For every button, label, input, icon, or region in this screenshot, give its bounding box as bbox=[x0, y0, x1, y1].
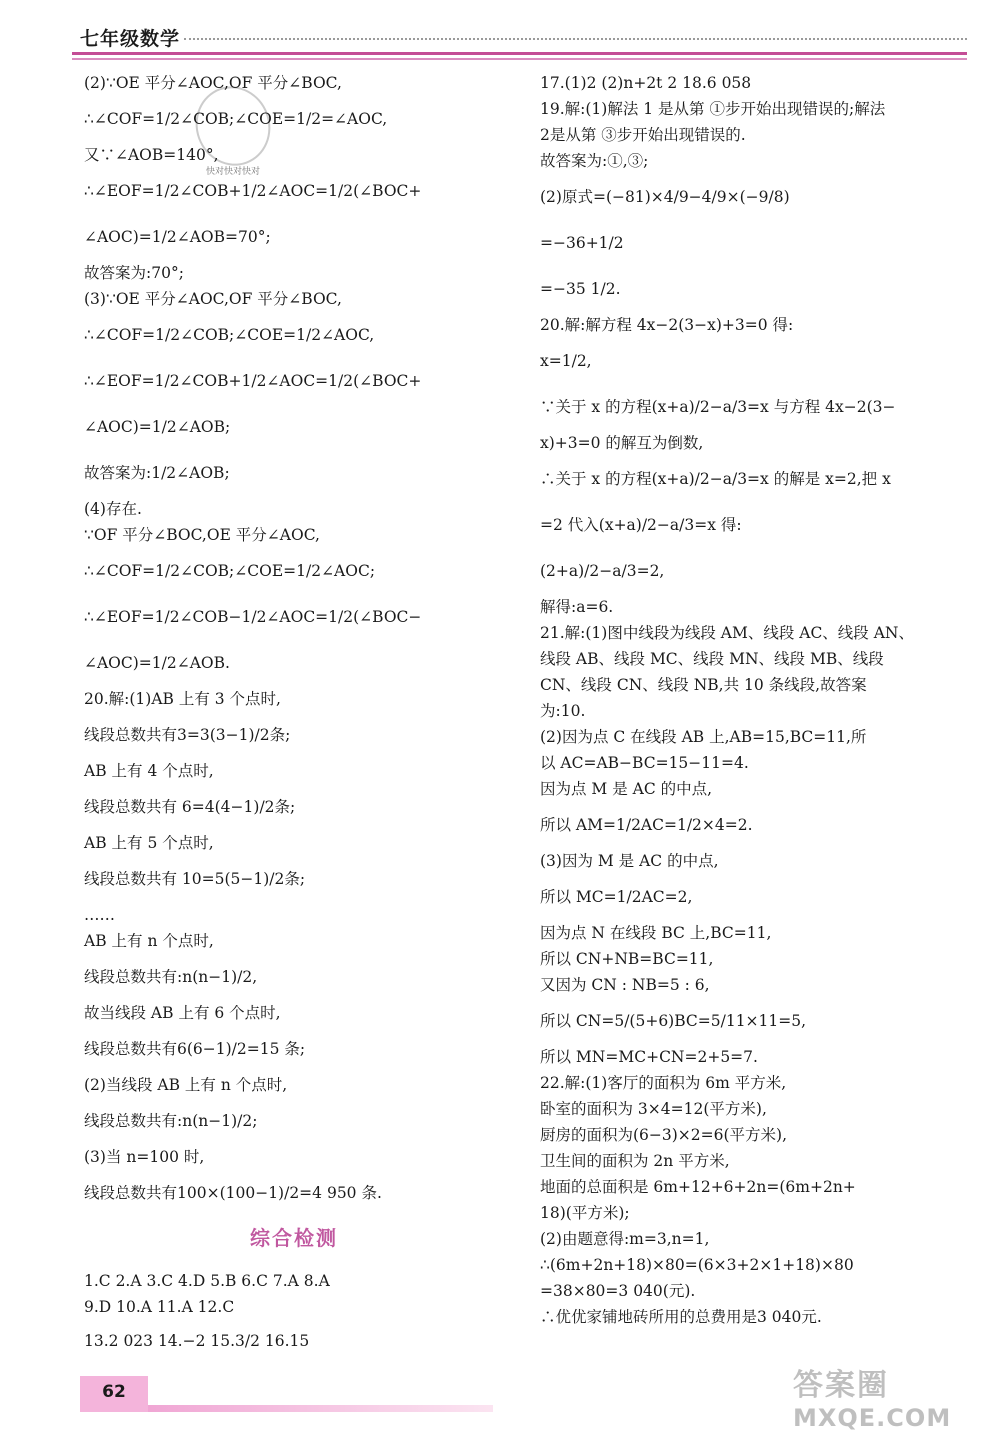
text-line: (3)∵OE 平分∠AOC,OF 平分∠BOC, bbox=[84, 290, 342, 308]
text-line: 线段总数共有100×(100−1)/2=4 950 条. bbox=[84, 1184, 382, 1202]
text-line: 解得:a=6. bbox=[540, 598, 614, 616]
text-line: 22.解:(1)客厅的面积为 6m 平方米, bbox=[540, 1074, 787, 1092]
text-line: 因为点 M 是 AC 的中点, bbox=[540, 780, 713, 798]
section-title: 综合检测 bbox=[250, 1226, 338, 1250]
text-line: (2)当线段 AB 上有 n 个点时, bbox=[84, 1076, 288, 1094]
text-line: ∵OF 平分∠BOC,OE 平分∠AOC, bbox=[84, 526, 320, 544]
text-line: ∴∠COF=1/2∠COB;∠COE=1/2∠AOC; bbox=[84, 562, 376, 580]
text-line: (4)存在. bbox=[84, 500, 142, 518]
answer-row: 1.C 2.A 3.C 4.D 5.B 6.C 7.A 8.A bbox=[84, 1272, 330, 1290]
text-line: AB 上有 4 个点时, bbox=[84, 762, 214, 780]
text-line: 21.解:(1)图中线段为线段 AM、线段 AC、线段 AN、 bbox=[540, 624, 914, 642]
right-column bbox=[540, 70, 970, 1330]
page-number-box bbox=[80, 1376, 148, 1412]
text-line: 故当线段 AB 上有 6 个点时, bbox=[84, 1004, 281, 1022]
answer-row: 9.D 10.A 11.A 12.C bbox=[84, 1298, 235, 1316]
text-line: 20.解:(1)AB 上有 3 个点时, bbox=[84, 690, 281, 708]
text-line: 18)(平方米); bbox=[540, 1204, 630, 1222]
text-line: ∵关于 x 的方程(x+a)/2−a/3=x 与方程 4x−2(3− bbox=[540, 398, 896, 416]
text-line: 又∵∠AOB=140°, bbox=[84, 146, 219, 164]
text-line: 卫生间的面积为 2n 平方米, bbox=[540, 1152, 730, 1170]
text-line: 为:10. bbox=[540, 702, 586, 720]
text-line: ∴∠EOF=1/2∠COB+1/2∠AOC=1/2(∠BOC+ bbox=[84, 372, 422, 390]
answer-list bbox=[84, 1268, 504, 1354]
text-line: …… bbox=[84, 906, 115, 924]
text-line: 故答案为:1/2∠AOB; bbox=[84, 464, 230, 482]
text-line: ∴优优家铺地砖所用的总费用是3 040元. bbox=[540, 1308, 822, 1326]
text-line: 线段总数共有6(6−1)/2=15 条; bbox=[84, 1040, 306, 1058]
text-line: (2)原式=(−81)×4/9−4/9×(−9/8) bbox=[540, 188, 790, 206]
watermark-logo: 答案圈 bbox=[793, 1368, 889, 1403]
text-line: =38×80=3 040(元). bbox=[540, 1282, 696, 1300]
text-line: 所以 AM=1/2AC=1/2×4=2. bbox=[540, 816, 753, 834]
text-line: 卧室的面积为 3×4=12(平方米), bbox=[540, 1100, 767, 1118]
text-line: 故答案为:①,③; bbox=[540, 152, 649, 170]
text-line: ∠AOC)=1/2∠AOB; bbox=[84, 418, 231, 436]
text-line: 2是从第 ③步开始出现错误的. bbox=[540, 126, 746, 144]
page-header bbox=[72, 18, 967, 64]
text-line: 17.(1)2 (2)n+2t 2 18.6 058 bbox=[540, 74, 752, 92]
text-line: (2)因为点 C 在线段 AB 上,AB=15,BC=11,所 bbox=[540, 728, 867, 746]
text-line: (2+a)/2−a/3=2, bbox=[540, 562, 665, 580]
text-line: ∴∠EOF=1/2∠COB−1/2∠AOC=1/2(∠BOC− bbox=[84, 608, 422, 626]
footer-bar bbox=[148, 1405, 493, 1412]
answer-row: 13.2 023 14.−2 15.3/2 16.15 bbox=[84, 1332, 310, 1350]
text-line: 19.解:(1)解法 1 是从第 ①步开始出现错误的;解法 bbox=[540, 100, 886, 118]
text-line: 所以 MN=MC+CN=2+5=7. bbox=[540, 1048, 758, 1066]
text-line: =−36+1/2 bbox=[540, 234, 624, 252]
text-line: CN、线段 CN、线段 NB,共 10 条线段,故答案 bbox=[540, 676, 867, 694]
text-line: =−35 1/2. bbox=[540, 280, 621, 298]
text-line: ∠AOC)=1/2∠AOB=70°; bbox=[84, 228, 271, 246]
stamp-text: 快对快对快对 bbox=[206, 167, 261, 177]
text-line: ∴∠COF=1/2∠COB;∠COE=1/2=∠AOC, bbox=[84, 110, 388, 128]
text-line: 所以 MC=1/2AC=2, bbox=[540, 888, 693, 906]
text-line: AB 上有 n 个点时, bbox=[84, 932, 214, 950]
page-number: 62 bbox=[102, 1382, 126, 1402]
text-line: 线段总数共有 6=4(4−1)/2条; bbox=[84, 798, 296, 816]
text-line: 线段总数共有:n(n−1)/2, bbox=[84, 968, 258, 986]
text-line: x=1/2, bbox=[540, 352, 592, 370]
text-line: 线段总数共有3=3(3−1)/2条; bbox=[84, 726, 291, 744]
text-line: 因为点 N 在线段 BC 上,BC=11, bbox=[540, 924, 772, 942]
text-line: 线段 AB、线段 MC、线段 MN、线段 MB、线段 bbox=[540, 650, 884, 668]
text-line: =2 代入(x+a)/2−a/3=x 得: bbox=[540, 516, 742, 534]
watermark bbox=[793, 1360, 978, 1435]
text-line: 20.解:解方程 4x−2(3−x)+3=0 得: bbox=[540, 316, 794, 334]
text-line: ∴关于 x 的方程(x+a)/2−a/3=x 的解是 x=2,把 x bbox=[540, 470, 891, 488]
text-line: AB 上有 5 个点时, bbox=[84, 834, 214, 852]
text-line: x)+3=0 的解互为倒数, bbox=[540, 434, 704, 452]
text-line: 线段总数共有 10=5(5−1)/2条; bbox=[84, 870, 306, 888]
header-title: 七年级数学 bbox=[80, 28, 181, 50]
text-line: 故答案为:70°; bbox=[84, 264, 184, 282]
text-line: (3)因为 M 是 AC 的中点, bbox=[540, 852, 719, 870]
watermark-site: MXQE.COM bbox=[793, 1404, 952, 1432]
text-line: 厨房的面积为(6−3)×2=6(平方米), bbox=[540, 1126, 788, 1144]
text-line: 以 AC=AB−BC=15−11=4. bbox=[540, 754, 749, 772]
text-line: 线段总数共有:n(n−1)/2; bbox=[84, 1112, 258, 1130]
text-line: (2)由题意得:m=3,n=1, bbox=[540, 1230, 710, 1248]
text-line: (2)∵OE 平分∠AOC,OF 平分∠BOC, bbox=[84, 74, 342, 92]
text-line: ∠AOC)=1/2∠AOB. bbox=[84, 654, 230, 672]
text-line: ∴∠EOF=1/2∠COB+1/2∠AOC=1/2(∠BOC+ bbox=[84, 182, 422, 200]
text-line: 又因为 CN : NB=5 : 6, bbox=[540, 976, 710, 994]
text-line: ∴∠COF=1/2∠COB;∠COE=1/2∠AOC, bbox=[84, 326, 375, 344]
text-line: 所以 CN+NB=BC=11, bbox=[540, 950, 714, 968]
text-line: ∴(6m+2n+18)×80=(6×3+2×1+18)×80 bbox=[540, 1256, 854, 1274]
header-rule bbox=[72, 52, 967, 55]
text-line: 所以 CN=5/(5+6)BC=5/11×11=5, bbox=[540, 1012, 807, 1030]
header-rule-secondary bbox=[72, 58, 967, 60]
left-column bbox=[84, 70, 504, 1216]
header-dotted-rule bbox=[184, 38, 967, 40]
text-line: 地面的总面积是 6m+12+6+2n=(6m+2n+ bbox=[540, 1178, 856, 1196]
text-line: (3)当 n=100 时, bbox=[84, 1148, 205, 1166]
